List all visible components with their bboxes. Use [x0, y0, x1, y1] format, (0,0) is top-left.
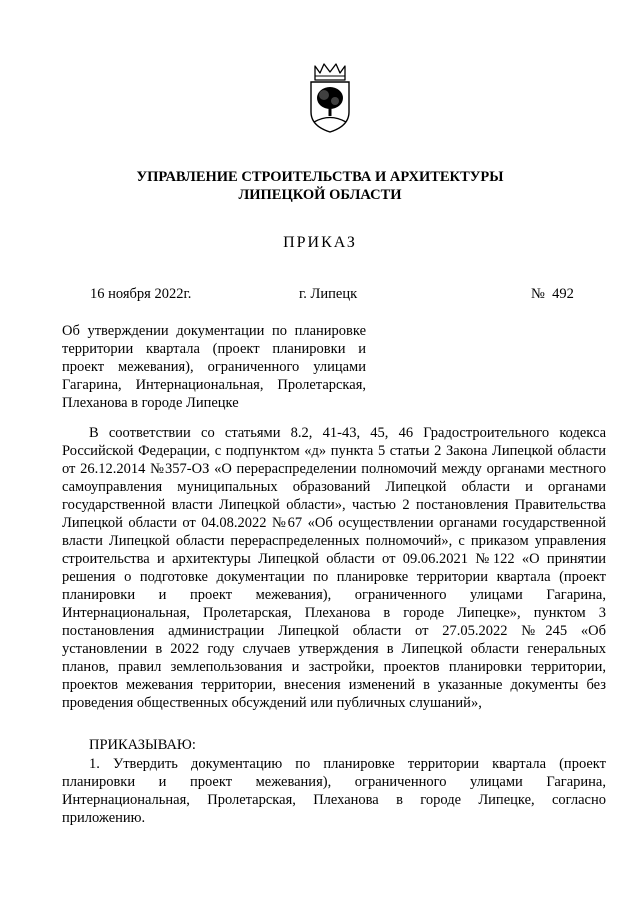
- order-city: г. Липецк: [299, 286, 358, 302]
- order-item-1: 1. Утвердить документацию по планировке территории квартала (проект планировки и проект межевания), ограниченного улицами Гагарина, Интернациональная, Пролетарская, Плеханова в городе Липецке, согласно приложению.: [62, 756, 606, 826]
- lipetsk-region-coat-of-arms-icon: [303, 60, 357, 134]
- order-number: № 492: [531, 286, 574, 302]
- organization-name: [0, 168, 640, 204]
- order-directive-word: ПРИКАЗЫВАЮ:: [89, 737, 196, 753]
- preamble-paragraph: В соответствии со статьями 8.2, 41-43, 45, 46 Градостроительного кодекса Российской Федерации, с подпунктом «д» пункта 5 статьи 2 Закона Липецкой области от 26.12.2014 №357-ОЗ «О перераспределении полномочий между органами местного самоуправления муниципальных образований Липецкой области и органами государственной власти Липецкой области», частью 2 постановления Правительства Липецкой области от 04.08.2022 №67 «Об осуществлении органами государственной власти Липецкой области перераспределенных полномочий», с приказом управления строительства и архитектуры Липецкой области от 09.06.2021 №122 «О принятии решения о подготовке документации по планировке территории квартала (проект планировки и проект межевания), ограниченного улицами Гагарина, Интернациональная, Пролетарская, Плеханова в городе Липецке», пунктом 3 постановления администрации Липецкой области от 27.05.2022 №245 «Об установлении в 2022 году случаев утверждения в Липецкой области генеральных планов, правил землепользования и застройки, проектов планировки территории, проектов межевания территории, внесения изменений в указанные документы без проведения общественных обсуждений или публичных слушаний»,: [62, 425, 606, 711]
- document-type-title: ПРИКАЗ: [283, 234, 357, 251]
- order-subject: Об утверждении документации по планировке территории квартала (проект планировки и проект межевания), ограниченного улицами Гагарина, Интернациональная, Пролетарская, Плеханова в городе Липецке: [62, 323, 366, 411]
- organization-name-line2: ЛИПЕЦКОЙ ОБЛАСТИ: [238, 187, 402, 203]
- order-date: 16 ноября 2022г.: [90, 286, 192, 302]
- organization-name-line1: УПРАВЛЕНИЕ СТРОИТЕЛЬСТВА И АРХИТЕКТУРЫ: [136, 169, 504, 185]
